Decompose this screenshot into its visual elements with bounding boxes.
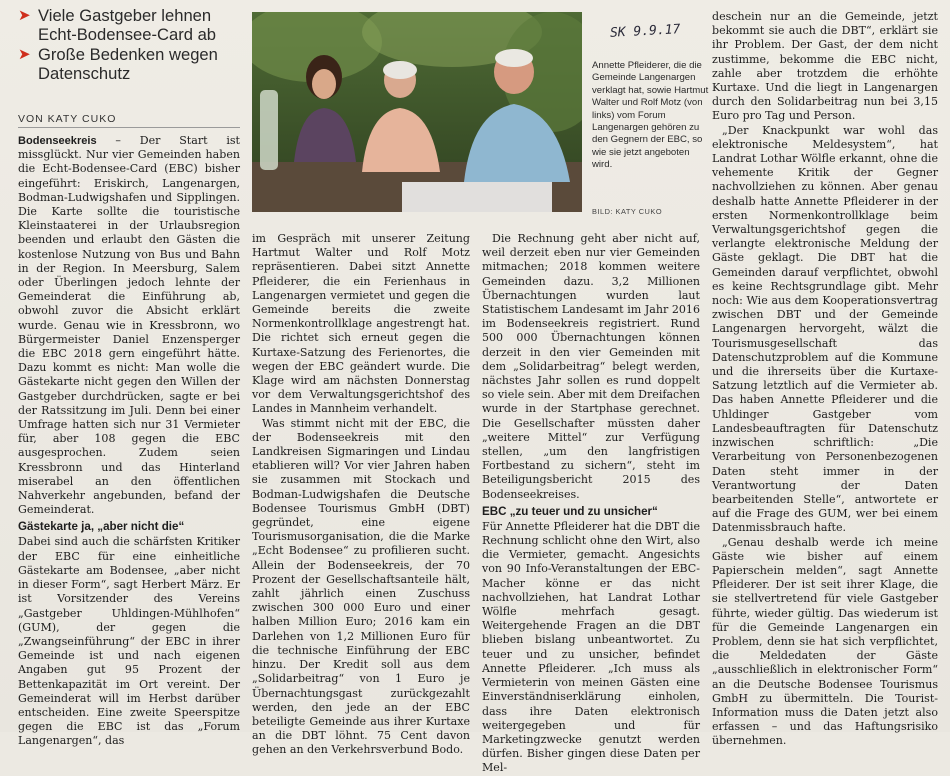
column-2: [252, 232, 470, 758]
paragraph: im Gespräch mit unserer Zeitung Hartmut Walter und Rolf Motz repräsentieren. Dabei sitzt Annette Pfleiderer, die ein Ferienhaus in Langenargen vermietet und gegen die Gemeinde bereits die zweite Normenkontrollklage angestrengt hat. Die richtet sich erneut gegen die Kurtaxe-Satzung des Ferienortes, die wegen der EBC geändert wurde. Die Klage wird am nächsten Donnerstag vor dem Verwaltungsgerichtshof des Landes in Mannheim verhandelt.: [252, 232, 470, 416]
column-3: [482, 232, 700, 776]
red-arrow-icon: ➤: [18, 7, 31, 24]
dateline: Bodenseekreis: [18, 135, 97, 147]
paragraph: „Der Knackpunkt war wohl das elektronische Meldesystem“, hat Landrat Lothar Wölfle erkannt, ohne die vehemente Kritik der Gegner nachvollziehen zu können. Aber genau deshalb hatte Annette Pfleiderer in der ersten Normenkontrollklage beim Verwaltungsgerichtshof gegen die verlangte elektronische Meldung der Gäste geklagt. Die DBT hat die Gemeinden darauf verpflichtet, obwohl es keine Rechtsgrundlage gibt. Mehr noch: Wie aus dem Kooperationsvertrag zwischen DBT und der Gemeinde Langenargen hervorgeht, wälzt die Tourismusgesellschaft das Datenschutzproblem auf die Kommune und die ihrerseits über die Kurtaxe-Satzung letztlich auf die Vermieter ab. Das haben Annette Pfleiderer und die Uhldinger Gastgeber vom Landesbeauftragten für Datenschutz inzwischen schriftlich: „Die Verarbeitung von Personenbezogenen Daten steht immer in der Verantwortung der Daten bearbeitenden Stelle“, antwortete er auf die Frage des GUM, wer bei einem Datenmissbrauch hafte.: [712, 123, 938, 535]
photo-image: [252, 12, 582, 212]
handwritten-date: SK 9.9.17: [609, 22, 681, 41]
paragraph: Was stimmt nicht mit der EBC, die der Bodenseekreis mit den Landkreisen Sigmaringen und Lindau etablieren will? Vor vier Jahren haben sie zusammen mit Stockach und Bodman-Ludwigshafen die Deutsche Bodensee Tourismus GmbH (DBT) gegründet, eine eigene Tourismusorganisation, die die Marke „Echt Bodensee“ zu profilieren sucht. Allein der Bodenseekreis, der 70 Prozent der Gesellschaftsanteile hält, zahlt jährlich einen Zuschuss zwischen 300 000 Euro und einer halben Million Euro; 2016 kam ein Darlehen von 1,2 Millionen Euro für die technische Einführung der EBC hinzu. Der Kredit soll aus dem „Solidarbeitrag“ von 1 Euro je Übernachtungsgast zurückgezahlt werden, den jede an der EBC beteiligte Gemeinde aus ihrer Kurtaxe an die DBT löhnt. 75 Cent davon gehen an den Verkehrsverbund Bodo.: [252, 416, 470, 757]
paragraph: Die Rechnung geht aber nicht auf, weil derzeit eben nur vier Gemeinden mitmachen; 2018 kommen weitere Gemeinden dazu. 3,2 Millionen Übernachtungen wurden laut Statistischem Landesamt im Jahr 2016 im Bodenseekreis registriert. Rund 500 000 Übernachtungen können derzeit in den vier Gemeinden mit dem „Solidarbeitrag“ belegt werden, nächstes Jahr sollen es rund doppelt so viele sein. Aber mit dem Dreifachen wurde in der Startphase gerechnet. Die Gesellschafter müssten daher „weitere Mittel“ zur Verfügung stellen, „um den langfristigen Fortbestand zu sichern“, steht im Beteiligungsbericht 2015 des Bodenseekreises.: [482, 232, 700, 501]
subheading: Gästekarte ja, „aber nicht die“: [18, 520, 185, 534]
kicker-text: Viele Gastgeber lehnen Echt-Bodensee-Card ab: [38, 6, 217, 44]
paragraph: Dabei sind auch die schärfsten Kritiker der EBC für eine einheitliche Gästekarte am Bodensee, „aber nicht in dieser Form“, sagt Herbert März. Er ist Vorsitzender des Vereins „Gastgeber Uhldingen-Mühlhofen“ (GUM), der gegen die „Zwangseinführung“ der EBC in ihrer Gemeinde ist und nach eigenen Angaben gut 95 Prozent der Bettenkapazität im Ort vereint. Der Gemeinderat will im Herbst darüber entscheiden. Eine zweite Speerspitze gegen die EBC ist das „Forum Langenargen“, das: [18, 535, 240, 748]
paragraph: Für Annette Pfleiderer hat die DBT die Rechnung schlicht ohne den Wirt, also die Vermieter, gemacht. Angesichts von 90 Info-Veranstaltungen der EBC-Macher könne er das nicht nachvollziehen, hat Landrat Lothar Wölfle mehrfach gesagt. Weitergehende Fragen an die DBT blieben bislang unbeantwortet. Zu teuer und zu unsicher, befindet Annette Pfleiderer. „Ich muss als Vermieterin von meinen Gästen eine Einverständniserklärung einholen, dass ihre Daten elektronisch weitergegeben und für Marketingzwecke genutzt werden dürfen. Bisher gingen diese Daten per Mel-: [482, 519, 700, 775]
subheading: EBC „zu teuer und zu unsicher“: [482, 504, 658, 518]
paragraph-text: – Der Start ist missglückt. Nur vier Gemeinden haben die Echt-Bodensee-Card (EBC) bisher eingeführt: Eriskirch, Langenargen, Bodman-Ludwigshafen und Sipplingen. Die Karte sollte die touristische Kleinstaaterei in der Urlaubsregion beenden und erlaubt den Gästen die kostenlose Nutzung von Bus und Bahn in der Region. In Meersburg, Salem oder Überlingen jedoch lehnte der Gemeinderat die Einführung ab, obwohl zuvor die Absicht erklärt wurde. Genau wie in Kressbronn, wo Bürgermeister Daniel Enzensperger die EBC 2018 gern eingeführt hätte. Dazu kommt es nicht: Man wolle die Gästekarte nicht gegen den Willen der Gastgeber durchdrücken, sagte er bei der Ratssitzung im Juli. Denn bei einer Umfrage hatten sich nur 31 Vermieter für, aber 108 gegen die EBC ausgesprochen. Zudem seien Kressbronn und das Hinterland miserabel an den öffentlichen Nahverkehr angebunden, befand der Gemeinderat.: [18, 134, 240, 517]
red-arrow-icon: ➤: [18, 46, 31, 63]
column-1: [18, 134, 240, 749]
article-photo: [252, 12, 582, 212]
kicker-text: Große Bedenken wegen Datenschutz: [38, 45, 218, 83]
paragraph: deschein nur an die Gemeinde, jetzt bekommt sie auch die DBT“, erklärt sie ihr Problem. Der Gast, der dem nicht zustimme, bekomme die EBC nicht, zahle aber trotzdem die erhöhte Kurtaxe. Und die liegt in Langenargen durch den Solidarbeitrag nun bei 3,15 Euro pro Tag und Person.: [712, 10, 938, 123]
column-4: [712, 10, 938, 749]
photo-caption: Annette Pfleiderer, die die Gemeinde Langenargen verklagt hat, sowie Hartmut Walter und Rolf Motz (von links) vom Forum Langenargen gehören zu den Gegnern der EBC, so wie sie jetzt angeboten wird.: [592, 60, 709, 171]
kicker-bullet: [18, 45, 250, 83]
photo-credit: BILD: KATY CUKO: [592, 207, 663, 216]
kicker-bullets: [18, 6, 250, 84]
paragraph: „Genau deshalb werde ich meine Gäste wie bisher auf einem Papierschein melden“, sagt Annette Pfleiderer. Der ist seit ihrer Klage, die sie stellvertretend für viele Gastgeber führte, wieder gültig. Das wiederum ist für die Gemeinde Langenargen ein Problem, denn sie hat sich verpflichtet, die Meldedaten der Gäste „ausschließlich in elektronischer Form“ an die Deutsche Bodensee Tourismus GmbH zu übermitteln. Die Tourist-Information muss die Daten jetzt also erfassen – und das Haftungsrisiko übernehmen.: [712, 535, 938, 748]
kicker-bullet: [18, 6, 250, 44]
byline: VON KATY CUKO: [18, 113, 117, 125]
divider: [18, 127, 240, 128]
paragraph: [18, 134, 240, 517]
